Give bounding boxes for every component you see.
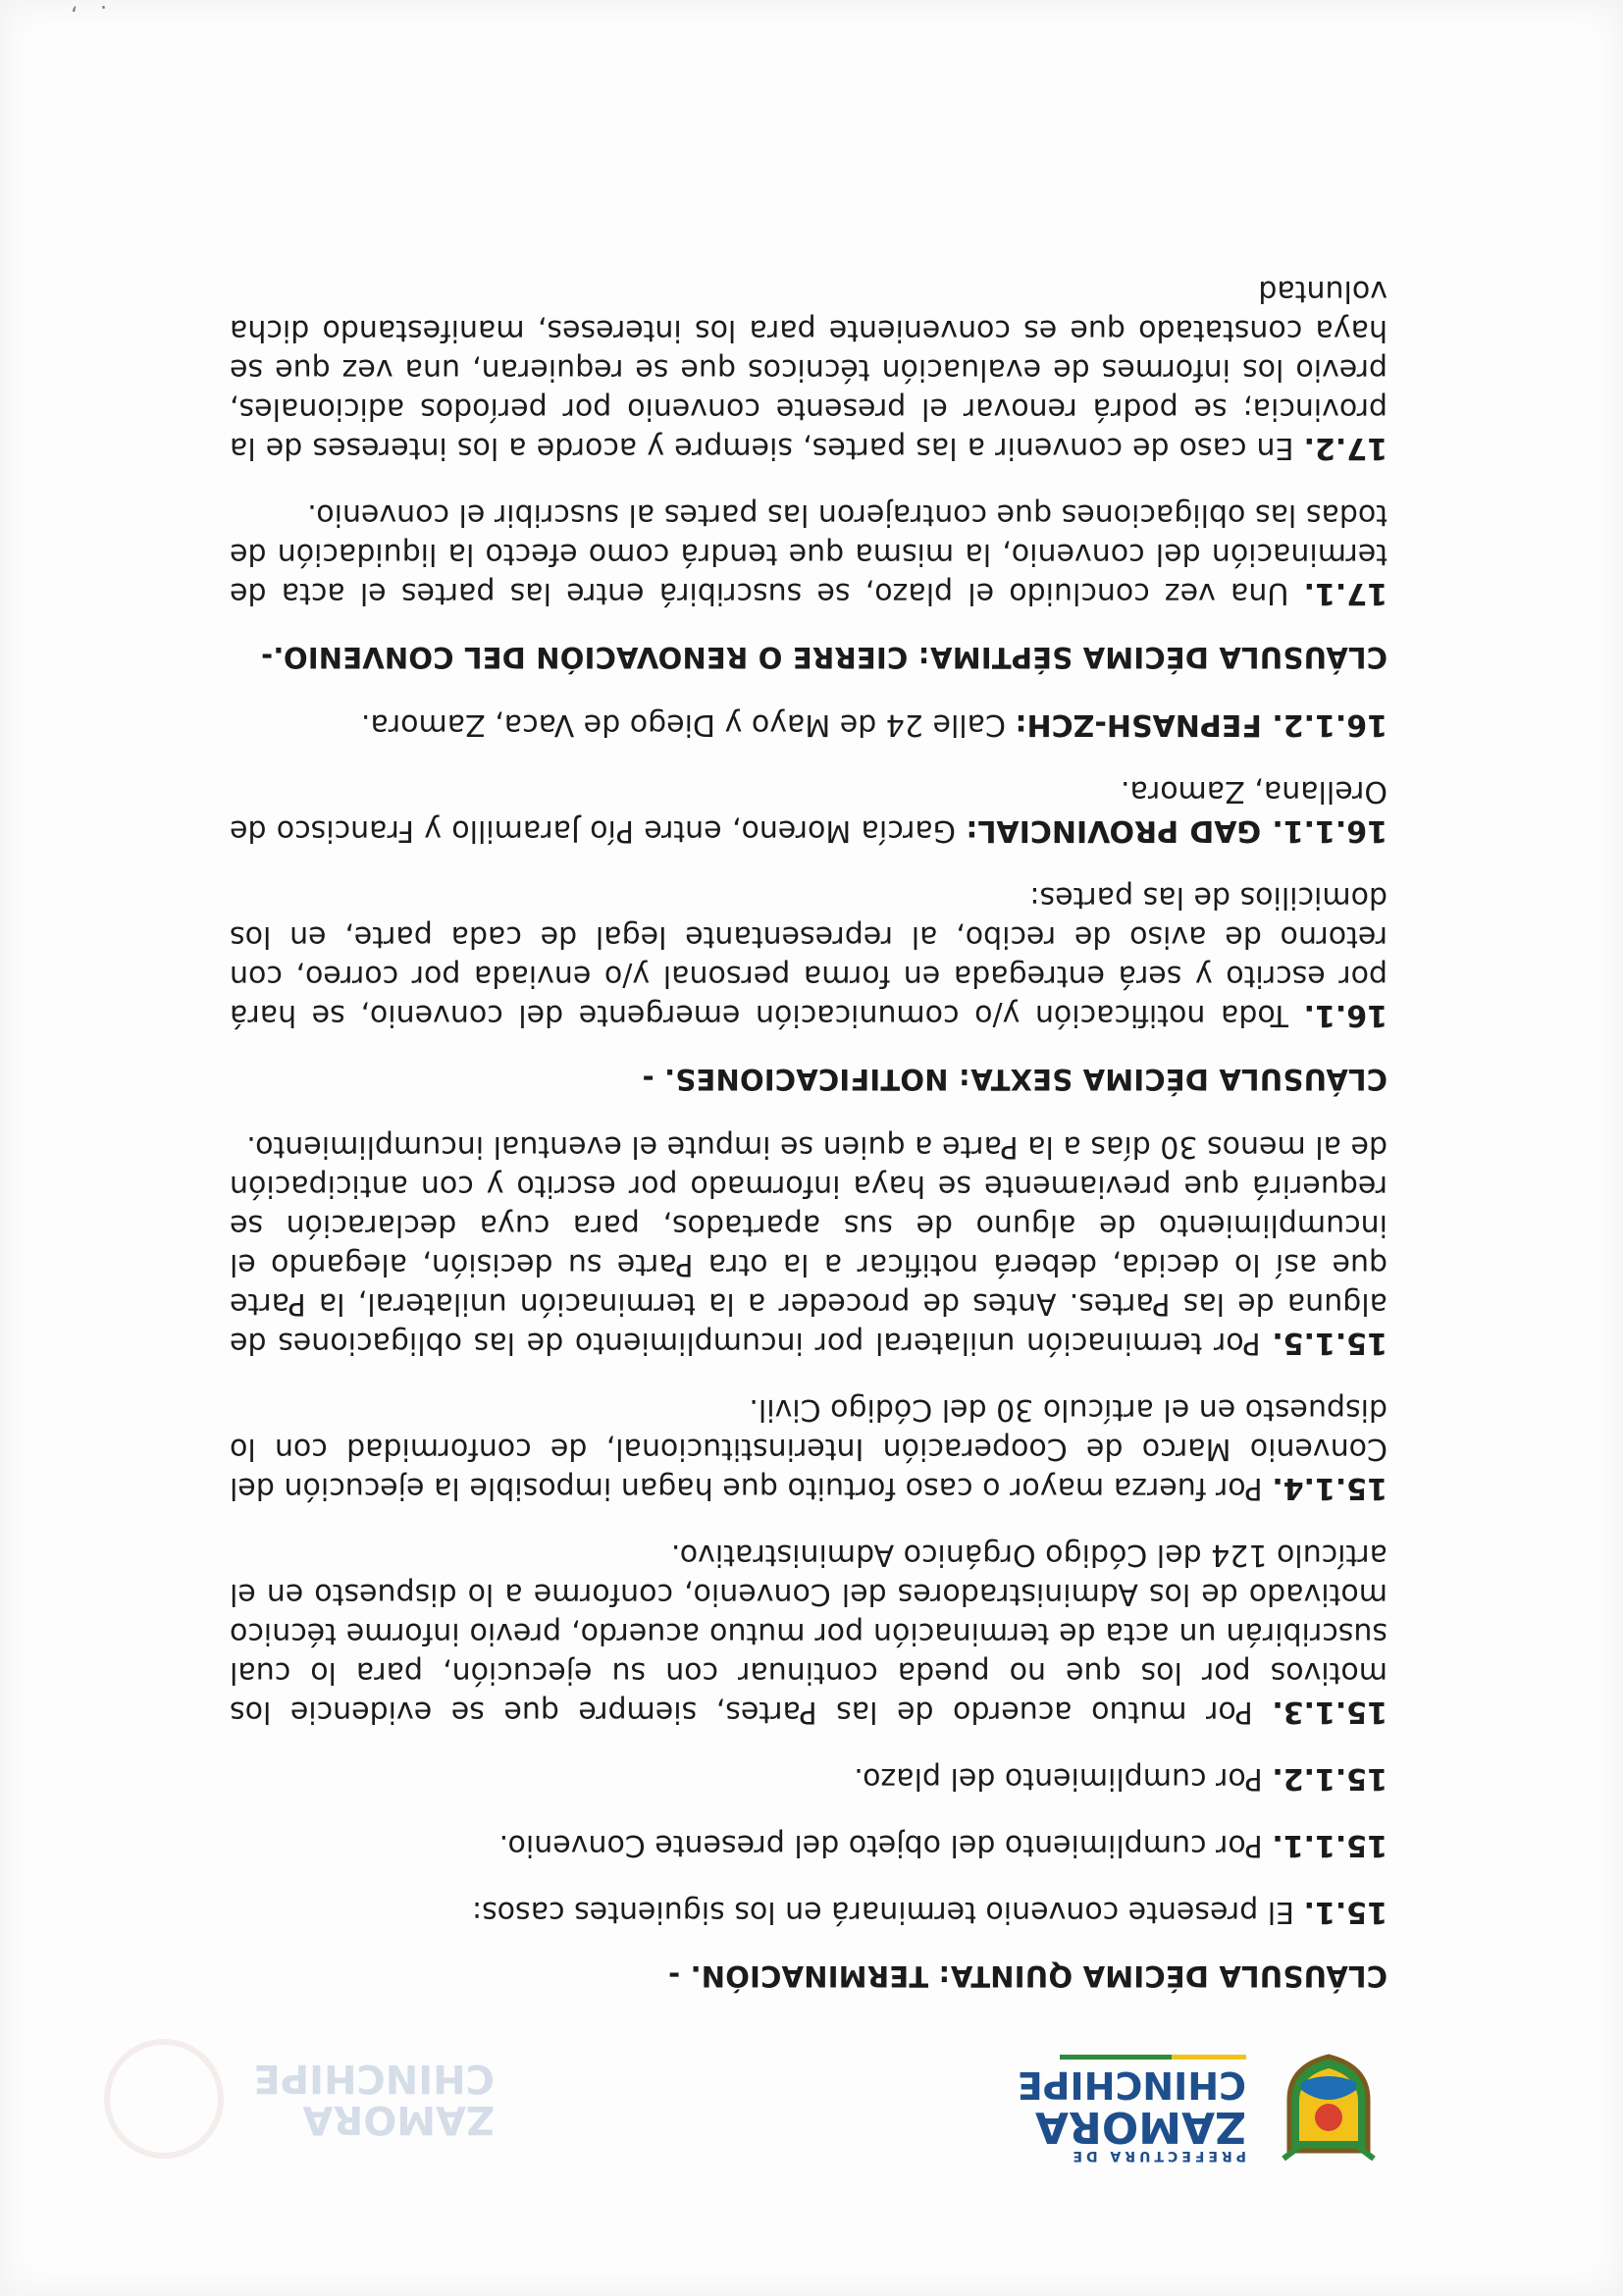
clause-text: El presente convenio terminará en los siguientes casos: xyxy=(471,1895,1304,1929)
clause-text: Por cumplimiento del objeto del presente Convenio. xyxy=(498,1828,1273,1862)
letterhead-brand xyxy=(1018,2056,1246,2165)
margin-mark-right: , xyxy=(71,3,78,27)
clause-15-heading: CLÁUSULA DÉCIMA QUINTA: TERMINACIÓN. - xyxy=(667,1959,1387,1993)
clause-number: 17.1. xyxy=(1303,576,1387,610)
clause-text: Por terminación unilateral por incumplimiento de las obligaciones de alguna de las Partes. Antes de proceder a la terminación unilateral, la Parte que así lo decida, deberá notificar a la otra Parte su decisión, alegando el incumplimiento de alguno de sus apartados, para cuya declaración se requerirá que previamente se haya informado por escrito y con anticipación de al menos 30 días a la Parte a quien se impute el eventual incumplimiento. xyxy=(230,1129,1387,1360)
bleed-through-logo xyxy=(104,2039,495,2159)
clause-text: Una vez concluido el plazo, se suscribirá entre las partes el acta de terminación del convenio, la misma que tendrá como efecto la liquidación de todas las obligaciones que contrajeron las partes al suscribir el convenio. xyxy=(230,497,1387,610)
clause-text: Calle 24 de Mayo y Diego de Vaca, Zamora. xyxy=(360,707,1016,742)
clause-15-1 xyxy=(230,1892,1387,1931)
clause-17-heading: CLÁUSULA DÉCIMA SÉPTIMA: CIERRE O RENOVACIÓN DEL CONVENIO.- xyxy=(260,641,1387,674)
clause-17-2 xyxy=(230,271,1387,467)
clause-text: Por fuerza mayor o caso fortuito que hagan imposible la ejecución del Convenio Marco de Cooperación Interinstitucional, de conformidad con lo dispuesto en el artículo 30 del Código Civil. xyxy=(230,1392,1387,1505)
clause-15-1-4 xyxy=(230,1389,1387,1507)
clause-15-1-1 xyxy=(230,1825,1387,1864)
clause-text: Toda notificación y/o comunicación emergente del convenio, se hará por escrito y será entregada en forma personal y/o enviada por correo, con retorno de aviso de recibo, al representante legal de cada parte, en los domicilios de las partes: xyxy=(230,880,1387,1032)
clause-number: 15.1.4. xyxy=(1272,1471,1387,1505)
clause-text: En caso de convenir a las partes, siempre y acorde a los intereses de la provincia; se podrá renovar el presente convenio por períodos adicionales, previo los informes de evaluación técnicos que se requieran, una vez que se haya constatado que es conveniente para los intereses, manifestando dicha voluntad xyxy=(230,274,1387,465)
clause-17-1 xyxy=(230,495,1387,612)
clause-text: Por cumplimiento del plazo. xyxy=(854,1761,1273,1796)
clause-number: 15.1. xyxy=(1303,1895,1387,1929)
clause-15-1-5 xyxy=(230,1126,1387,1362)
clause-text: García Moreno, entre Pío Jaramillo y Francisco de Orellana, Zamora. xyxy=(230,774,1387,848)
provincial-crest-icon xyxy=(1270,2051,1387,2168)
clause-number: 17.2. xyxy=(1303,431,1387,465)
document-body xyxy=(230,243,1387,2002)
bleed-through-name-1: ZAMORA xyxy=(302,2097,495,2142)
clause-text: Por mutuo acuerdo de las Partes, siempre que se evidencie los motivos por los que no pueda continuar con su ejecución, para lo cual suscribirán un acta de terminación por mutuo acuerdo, previo informe técnico motivado de los Administradores del Convenio, conforme a lo dispuesto en el artículo 124 del Código Orgánico Administrativo. xyxy=(230,1538,1387,1729)
clause-number: 15.1.3. xyxy=(1272,1695,1387,1729)
clause-number: 16.1.2. FEPNASH-ZCH: xyxy=(1015,707,1387,742)
bleed-through-name-2: CHINCHIPE xyxy=(253,2056,495,2101)
clause-16-1-2 xyxy=(230,704,1387,744)
clause-15-1-3 xyxy=(230,1535,1387,1731)
letterhead-prefix: PREFECTURA DE xyxy=(1069,2148,1246,2165)
bleed-through-seal-icon xyxy=(104,2039,224,2159)
clause-16-1-1 xyxy=(230,771,1387,850)
margin-mark-left: . xyxy=(100,0,107,25)
letterhead-name-1: ZAMORA xyxy=(1034,2102,1246,2153)
clause-16-1 xyxy=(230,877,1387,1034)
clause-16-heading: CLÁUSULA DÉCIMA SEXTA: NOTIFICACIONES. - xyxy=(642,1063,1387,1096)
clause-number: 15.1.2. xyxy=(1272,1761,1387,1796)
letterhead-name-2: CHINCHIPE xyxy=(1017,2063,1246,2108)
letterhead xyxy=(1018,2051,1387,2168)
clause-number: 16.1. xyxy=(1303,998,1387,1032)
clause-number: 16.1.1. GAD PROVINCIAL: xyxy=(966,813,1387,848)
clause-number: 15.1.1. xyxy=(1272,1828,1387,1862)
clause-15-1-2 xyxy=(230,1758,1387,1798)
letterhead-stripe xyxy=(1060,2056,1246,2061)
clause-number: 15.1.5. xyxy=(1272,1326,1387,1360)
